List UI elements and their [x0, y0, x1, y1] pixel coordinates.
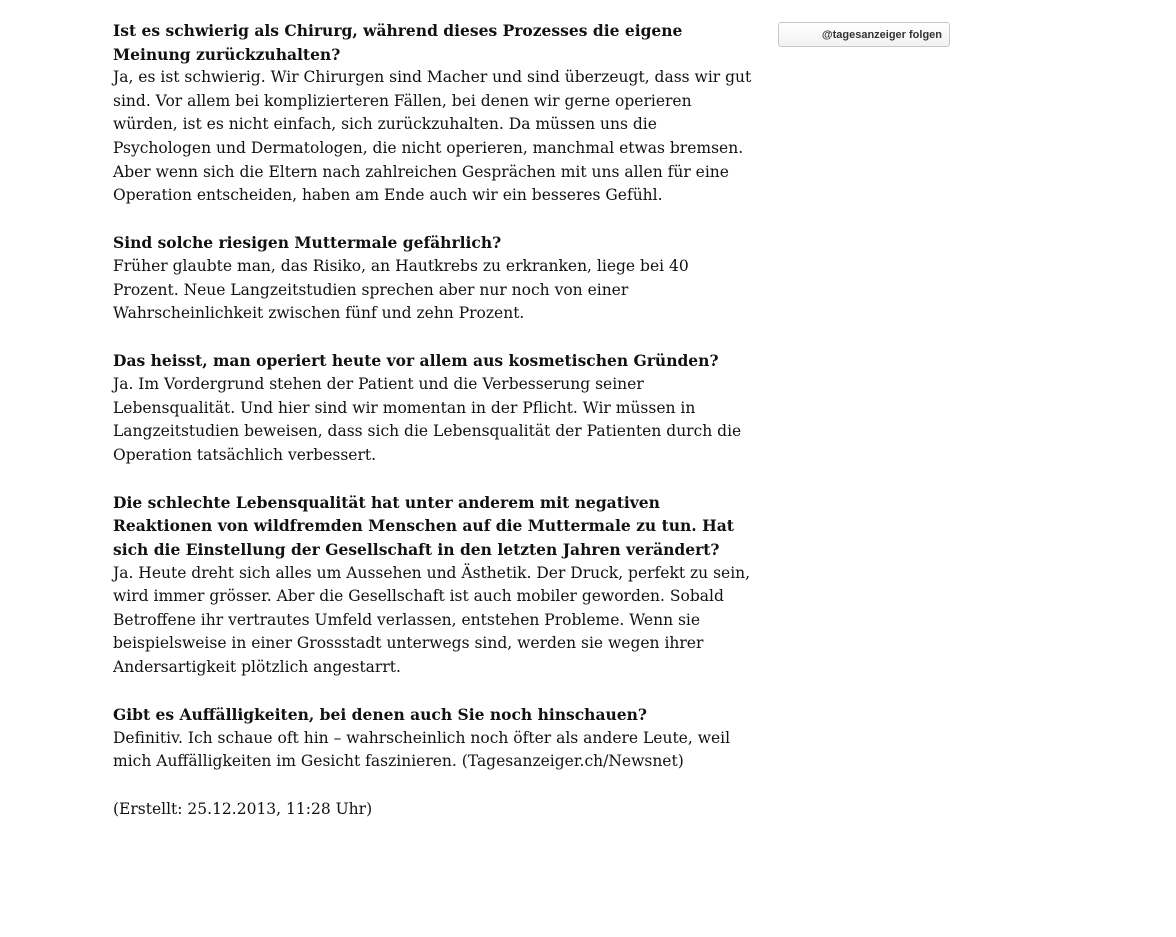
interview-answer: Definitiv. Ich schaue oft hin – wahrscheinlich noch öfter als andere Leute, weil mich Auffälligkeiten im Gesicht faszinieren. (Tagesanzeiger.ch/Newsnet) — [113, 728, 731, 771]
follow-label: @tagesanzeiger folgen — [821, 28, 942, 41]
interview-answer: Ja. Heute dreht sich alles um Aussehen und Ästhetik. Der Druck, perfekt zu sein, wird immer grösser. Aber die Gesellschaft ist auch mobiler geworden. Sobald Betroffene ihr vertrautes Umfeld verlassen, entstehen Probleme. Wenn sie beispielsweise in einer Grossstadt unterwegs sind, werden sie wegen ihrer Andersartigkeit plötzlich angestarrt. — [113, 563, 751, 677]
interview-question: Sind solche riesigen Muttermale gefährlich? — [113, 233, 502, 253]
article-body — [113, 19, 753, 821]
interview-question: Das heisst, man operiert heute vor allem aus kosmetischen Gründen? — [113, 351, 719, 371]
created-timestamp: (Erstellt: 25.12.2013, 11:28 Uhr) — [113, 799, 373, 818]
interview-question: Ist es schwierig als Chirurg, während dieses Prozesses die eigene Meinung zurückzuhalten? — [113, 21, 683, 64]
qa-block — [113, 19, 753, 208]
interview-answer: Ja, es ist schwierig. Wir Chirurgen sind Macher und sind überzeugt, dass wir gut sind. Vor allem bei komplizierteren Fällen, bei denen wir gerne operieren würden, ist es nicht einfach, sich zurückzuhalten. Da müssen uns die Psychologen und Dermatologen, die nicht operieren, manchmal etwas bremsen. Aber wenn sich die Eltern nach zahlreichen Gesprächen mit uns allen für eine Operation entscheiden, haben am Ende auch wir ein besseres Gefühl. — [113, 68, 752, 205]
qa-block — [113, 349, 753, 467]
interview-answer: Früher glaubte man, das Risiko, an Hautkrebs zu erkranken, liege bei 40 Prozent. Neue Langzeitstudien sprechen aber nur noch von einer Wahrscheinlichkeit zwischen fünf und zehn Prozent. — [113, 256, 689, 323]
twitter-follow-button[interactable] — [778, 22, 950, 47]
interview-question: Die schlechte Lebensqualität hat unter anderem mit negativen Reaktionen von wildfremden Menschen auf die Muttermale zu tun. Hat sich die Einstellung der Gesellschaft in den letzten Jahren verändert? — [113, 492, 734, 560]
qa-block — [113, 231, 753, 325]
qa-block — [113, 491, 753, 680]
qa-block — [113, 703, 753, 774]
interview-answer: Ja. Im Vordergrund stehen der Patient und die Verbesserung seiner Lebensqualität. Und hier sind wir momentan in der Pflicht. Wir müssen in Langzeitstudien beweisen, dass sich die Lebensqualität der Patienten durch die Operation tatsächlich verbessert. — [113, 374, 742, 464]
interview-question: Gibt es Auffälligkeiten, bei denen auch Sie noch hinschauen? — [113, 705, 647, 725]
